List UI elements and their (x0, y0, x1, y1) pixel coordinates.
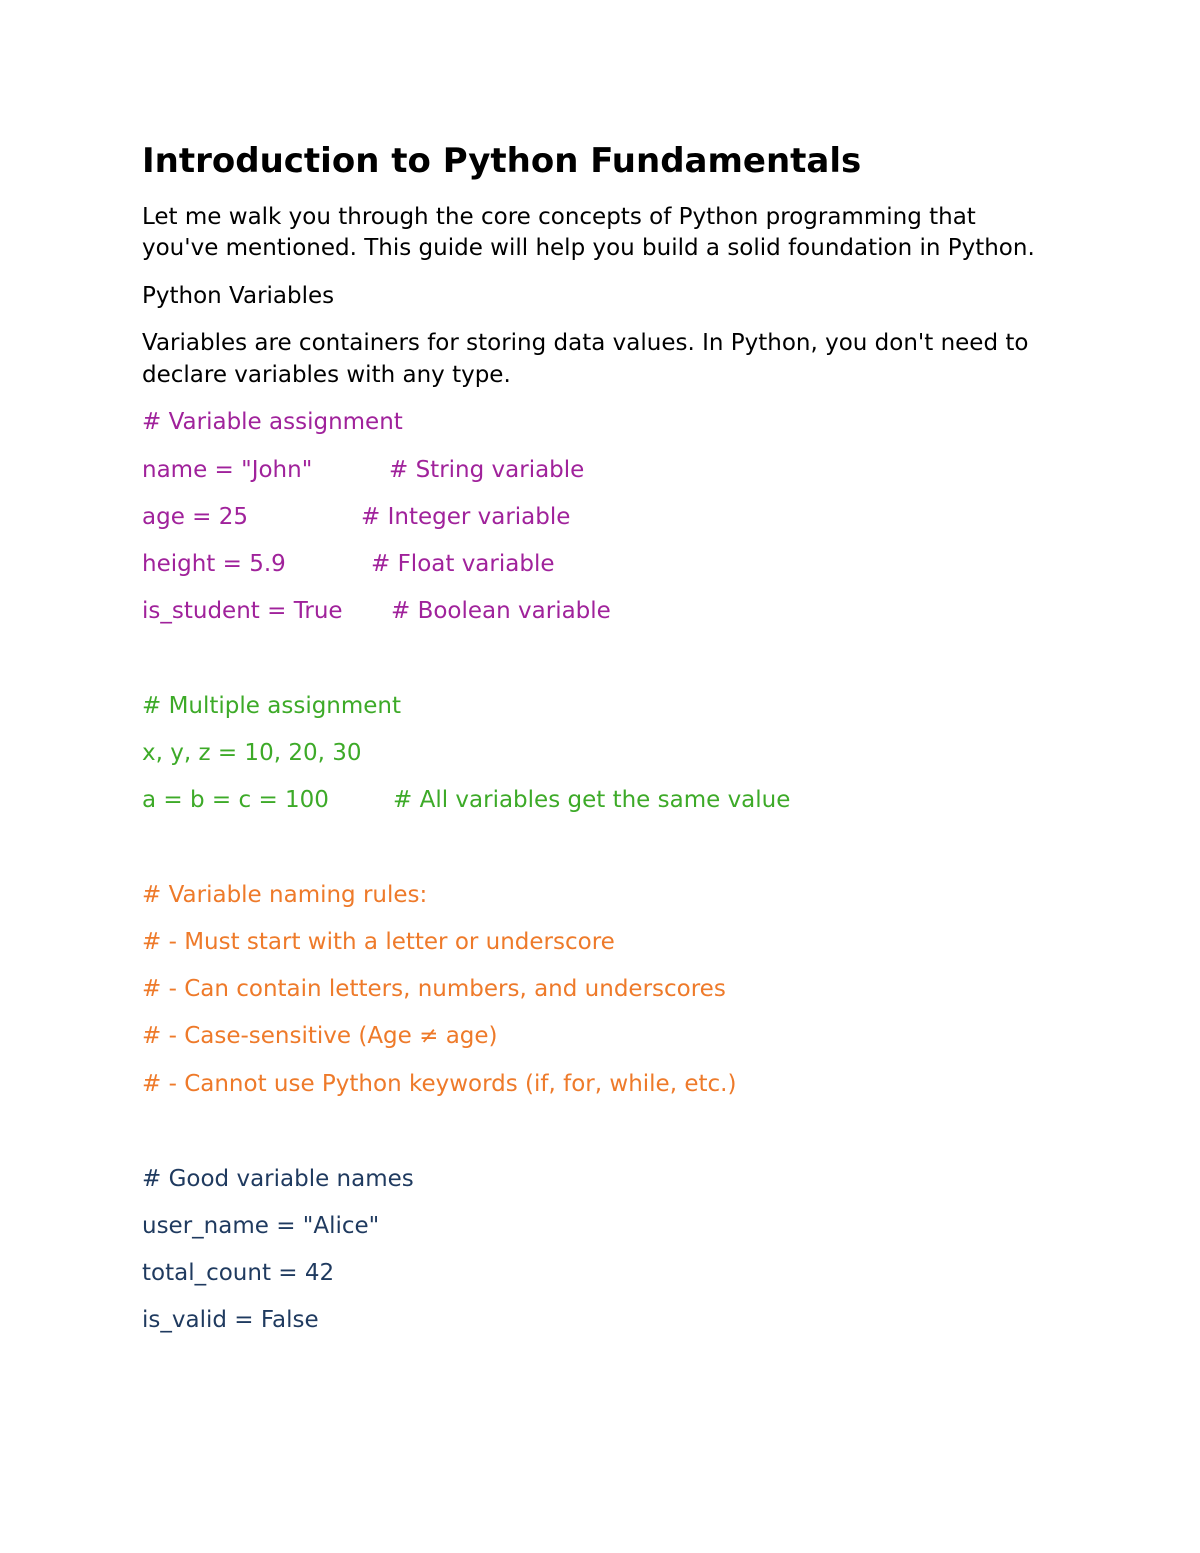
code-comment-multiple-assignment: # Multiple assignment (142, 693, 402, 719)
code-inline-comment: # Integer variable (361, 504, 571, 530)
code-comment-variable-assignment: # Variable assignment (142, 409, 403, 435)
code-text: height = 5.9 (142, 551, 286, 577)
code-comment-naming-rules: # Variable naming rules: (142, 882, 428, 908)
code-text: x, y, z = 10, 20, 30 (142, 740, 362, 766)
code-inline-comment: # Float variable (371, 551, 555, 577)
code-line-float-variable (142, 549, 555, 579)
code-inline-comment: # Boolean variable (391, 598, 611, 624)
section-description-line-2: declare variables with any type. (142, 362, 511, 388)
section-description-line-1: Variables are containers for storing data values. In Python, you don't need to (142, 330, 1029, 356)
code-line-boolean-variable (142, 596, 611, 626)
code-text: name = "John" (142, 457, 313, 483)
code-text: a = b = c = 100 (142, 787, 329, 813)
document-title: Introduction to Python Fundamentals (142, 141, 862, 181)
code-line-string-variable (142, 455, 585, 485)
code-comment-rule-keywords: # - Cannot use Python keywords (if, for, while, etc.) (142, 1071, 737, 1097)
code-line-chained-assignment (142, 785, 791, 815)
code-comment-rule-contain: # - Can contain letters, numbers, and underscores (142, 976, 726, 1002)
intro-paragraph-line-2: you've mentioned. This guide will help you build a solid foundation in Python. (142, 235, 1035, 261)
code-comment-good-names: # Good variable names (142, 1166, 414, 1192)
code-line-integer-variable (142, 502, 571, 532)
code-text: is_student = True (142, 598, 343, 624)
code-inline-comment: # String variable (389, 457, 585, 483)
code-line-total-count: total_count = 42 (142, 1260, 335, 1286)
section-heading: Python Variables (142, 283, 335, 309)
intro-paragraph-line-1: Let me walk you through the core concepts of Python programming that (142, 204, 976, 230)
code-line-is-valid: is_valid = False (142, 1307, 319, 1333)
code-line-multiple-assignment (142, 738, 361, 768)
code-comment-rule-start: # - Must start with a letter or underscore (142, 929, 615, 955)
code-line-user-name: user_name = "Alice" (142, 1213, 380, 1239)
code-comment-rule-case: # - Case-sensitive (Age ≠ age) (142, 1023, 498, 1049)
code-inline-comment: # All variables get the same value (393, 787, 791, 813)
code-text: age = 25 (142, 504, 249, 530)
